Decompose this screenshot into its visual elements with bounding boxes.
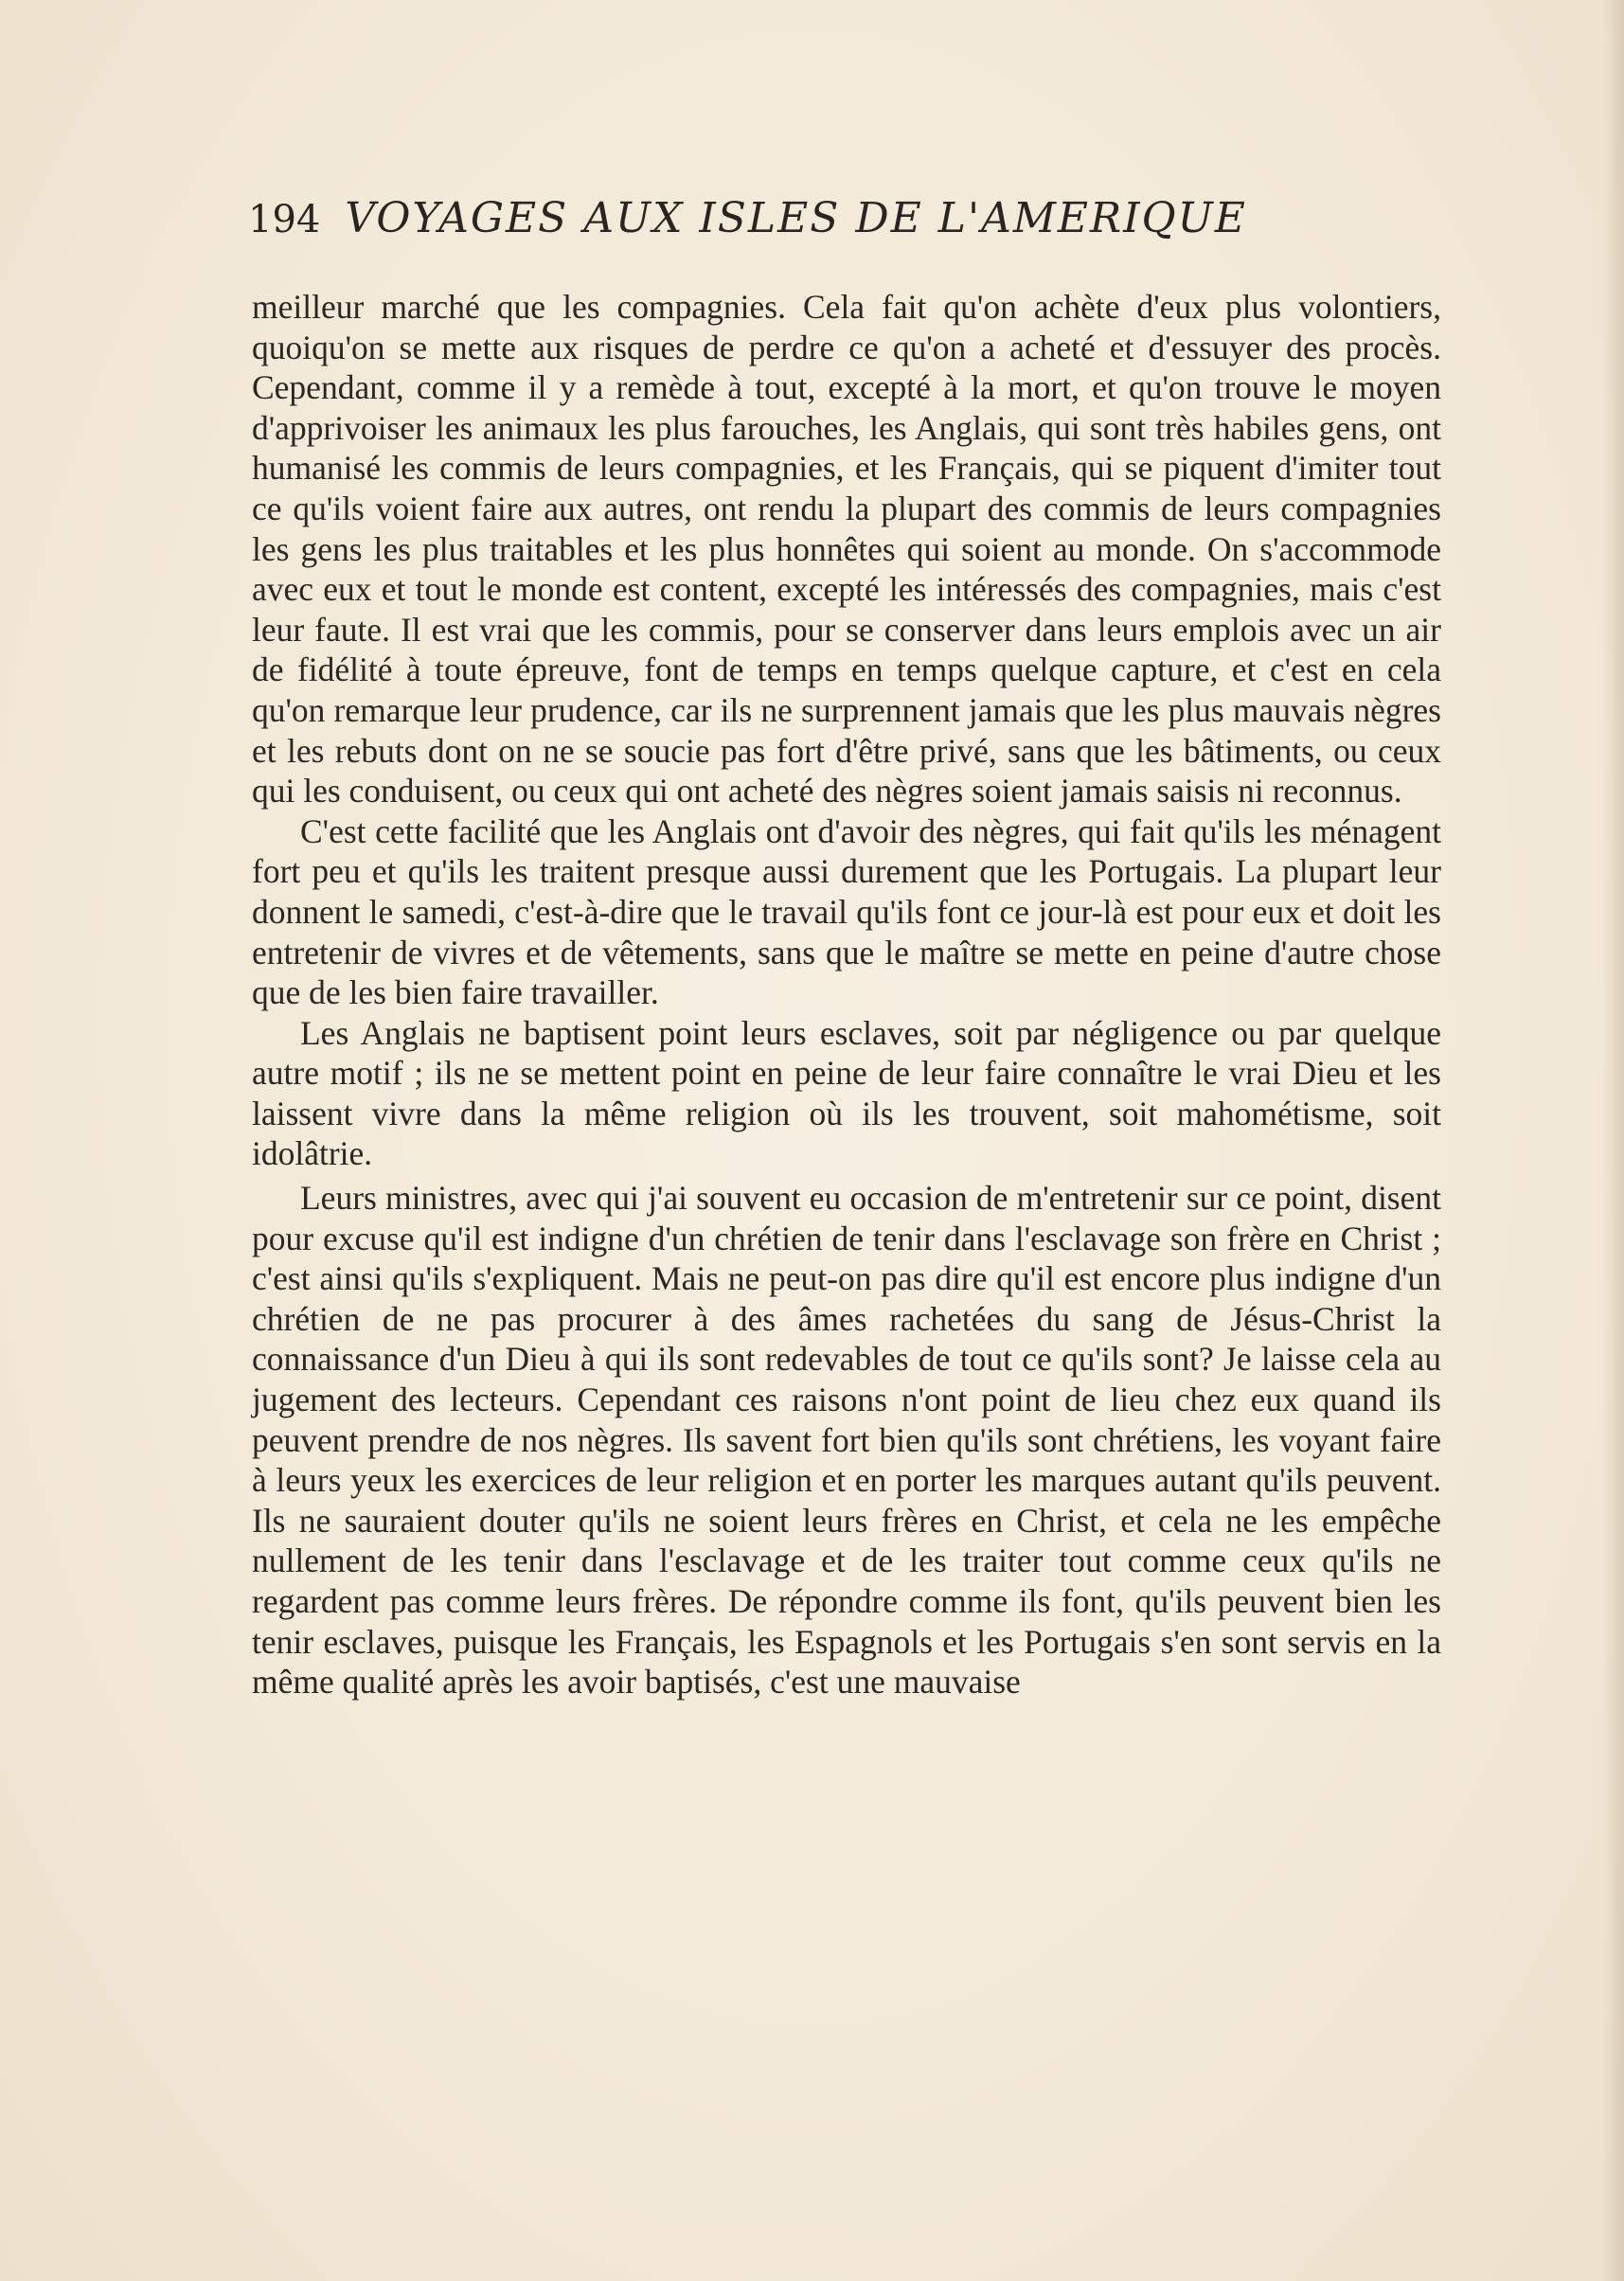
running-head	[248, 194, 1441, 260]
running-title: VOYAGES AUX ISLES DE L'AMERIQUE	[345, 194, 1247, 242]
page-edge-shadow	[1603, 0, 1624, 2281]
paragraph-continued: meilleur marché que les compagnies. Cela fait qu'on achète d'eux plus volontiers, quoiqu'on se mette aux risques de perdre ce qu'on a acheté et d'essuyer des procès. Cependant, comme il y a remède à tout, excepté à la mort, et qu'on trouve le moyen d'apprivoiser les animaux les plus farouches, les Anglais, qui sont très habiles gens, ont humanisé les commis de leurs compagnies, et les Français, qui se piquent d'imiter tout ce qu'ils voient faire aux autres, ont rendu la plupart des commis de leurs compagnies les gens les plus traitables et les plus honnêtes qui soient au monde. On s'accommode avec eux et tout le monde est content, excepté les intéressés des compagnies, mais c'est leur faute. Il est vrai que les commis, pour se conserver dans leurs emplois avec un air de fidélité à toute épreuve, font de temps en temps quelque capture, et c'est en cela qu'on remarque leur prudence, car ils ne surprennent jamais que les plus mauvais nègres et les rebuts dont on ne se soucie pas fort d'être privé, sans que les bâtiments, ou ceux qui les conduisent, ou ceux qui ont acheté des nègres soient jamais saisis ni reconnus.	[252, 288, 1441, 811]
paragraph: Les Anglais ne baptisent point leurs esclaves, soit par négligence ou par quelque autre motif ; ils ne se mettent point en peine de leur faire connaître le vrai Dieu et les laissent vivre dans la même religion où ils les trouvent, soit mahométisme, soit idolâtrie.	[252, 1013, 1441, 1173]
page-number: 194	[248, 198, 321, 241]
paragraph: Leurs ministres, avec qui j'ai souvent eu occasion de m'entretenir sur ce point, disent pour excuse qu'il est indigne d'un chrétien de tenir dans l'esclavage son frère en Christ ; c'est ainsi qu'ils s'expliquent. Mais ne peut-on pas dire qu'il est encore plus indigne d'un chrétien de ne pas procurer à des âmes rachetées du sang de Jésus-Christ la connaissance d'un Dieu à qui ils sont redevables de tout ce qu'ils sont? Je laisse cela au jugement des lecteurs. Cependant ces raisons n'ont point de lieu chez eux quand ils peuvent prendre de nos nègres. Ils savent fort bien qu'ils sont chrétiens, les voyant faire à leurs yeux les exercices de leur religion et en porter les marques autant qu'ils peuvent. Ils ne sauraient douter qu'ils ne soient leurs frères en Christ, et cela ne les empêche nullement de les tenir dans l'esclavage et de les traiter tout comme ceux qu'ils ne regardent pas comme leurs frères. De répondre comme ils font, qu'ils peuvent bien les tenir esclaves, puisque les Français, les Espagnols et les Portugais s'en sont servis en la même qualité après les avoir baptisés, c'est une mauvaise	[252, 1179, 1441, 1702]
body-text	[252, 287, 1441, 1702]
paragraph: C'est cette facilité que les Anglais ont d'avoir des nègres, qui fait qu'ils les ménagent fort peu et qu'ils les traitent presque aussi durement que les Portugais. La plupart leur donnent le samedi, c'est-à-dire que le travail qu'ils font ce jour-là est pour eux et doit les entretenir de vivres et de vêtements, sans que le maître se mette en peine d'autre chose que de les bien faire travailler.	[252, 811, 1441, 1012]
